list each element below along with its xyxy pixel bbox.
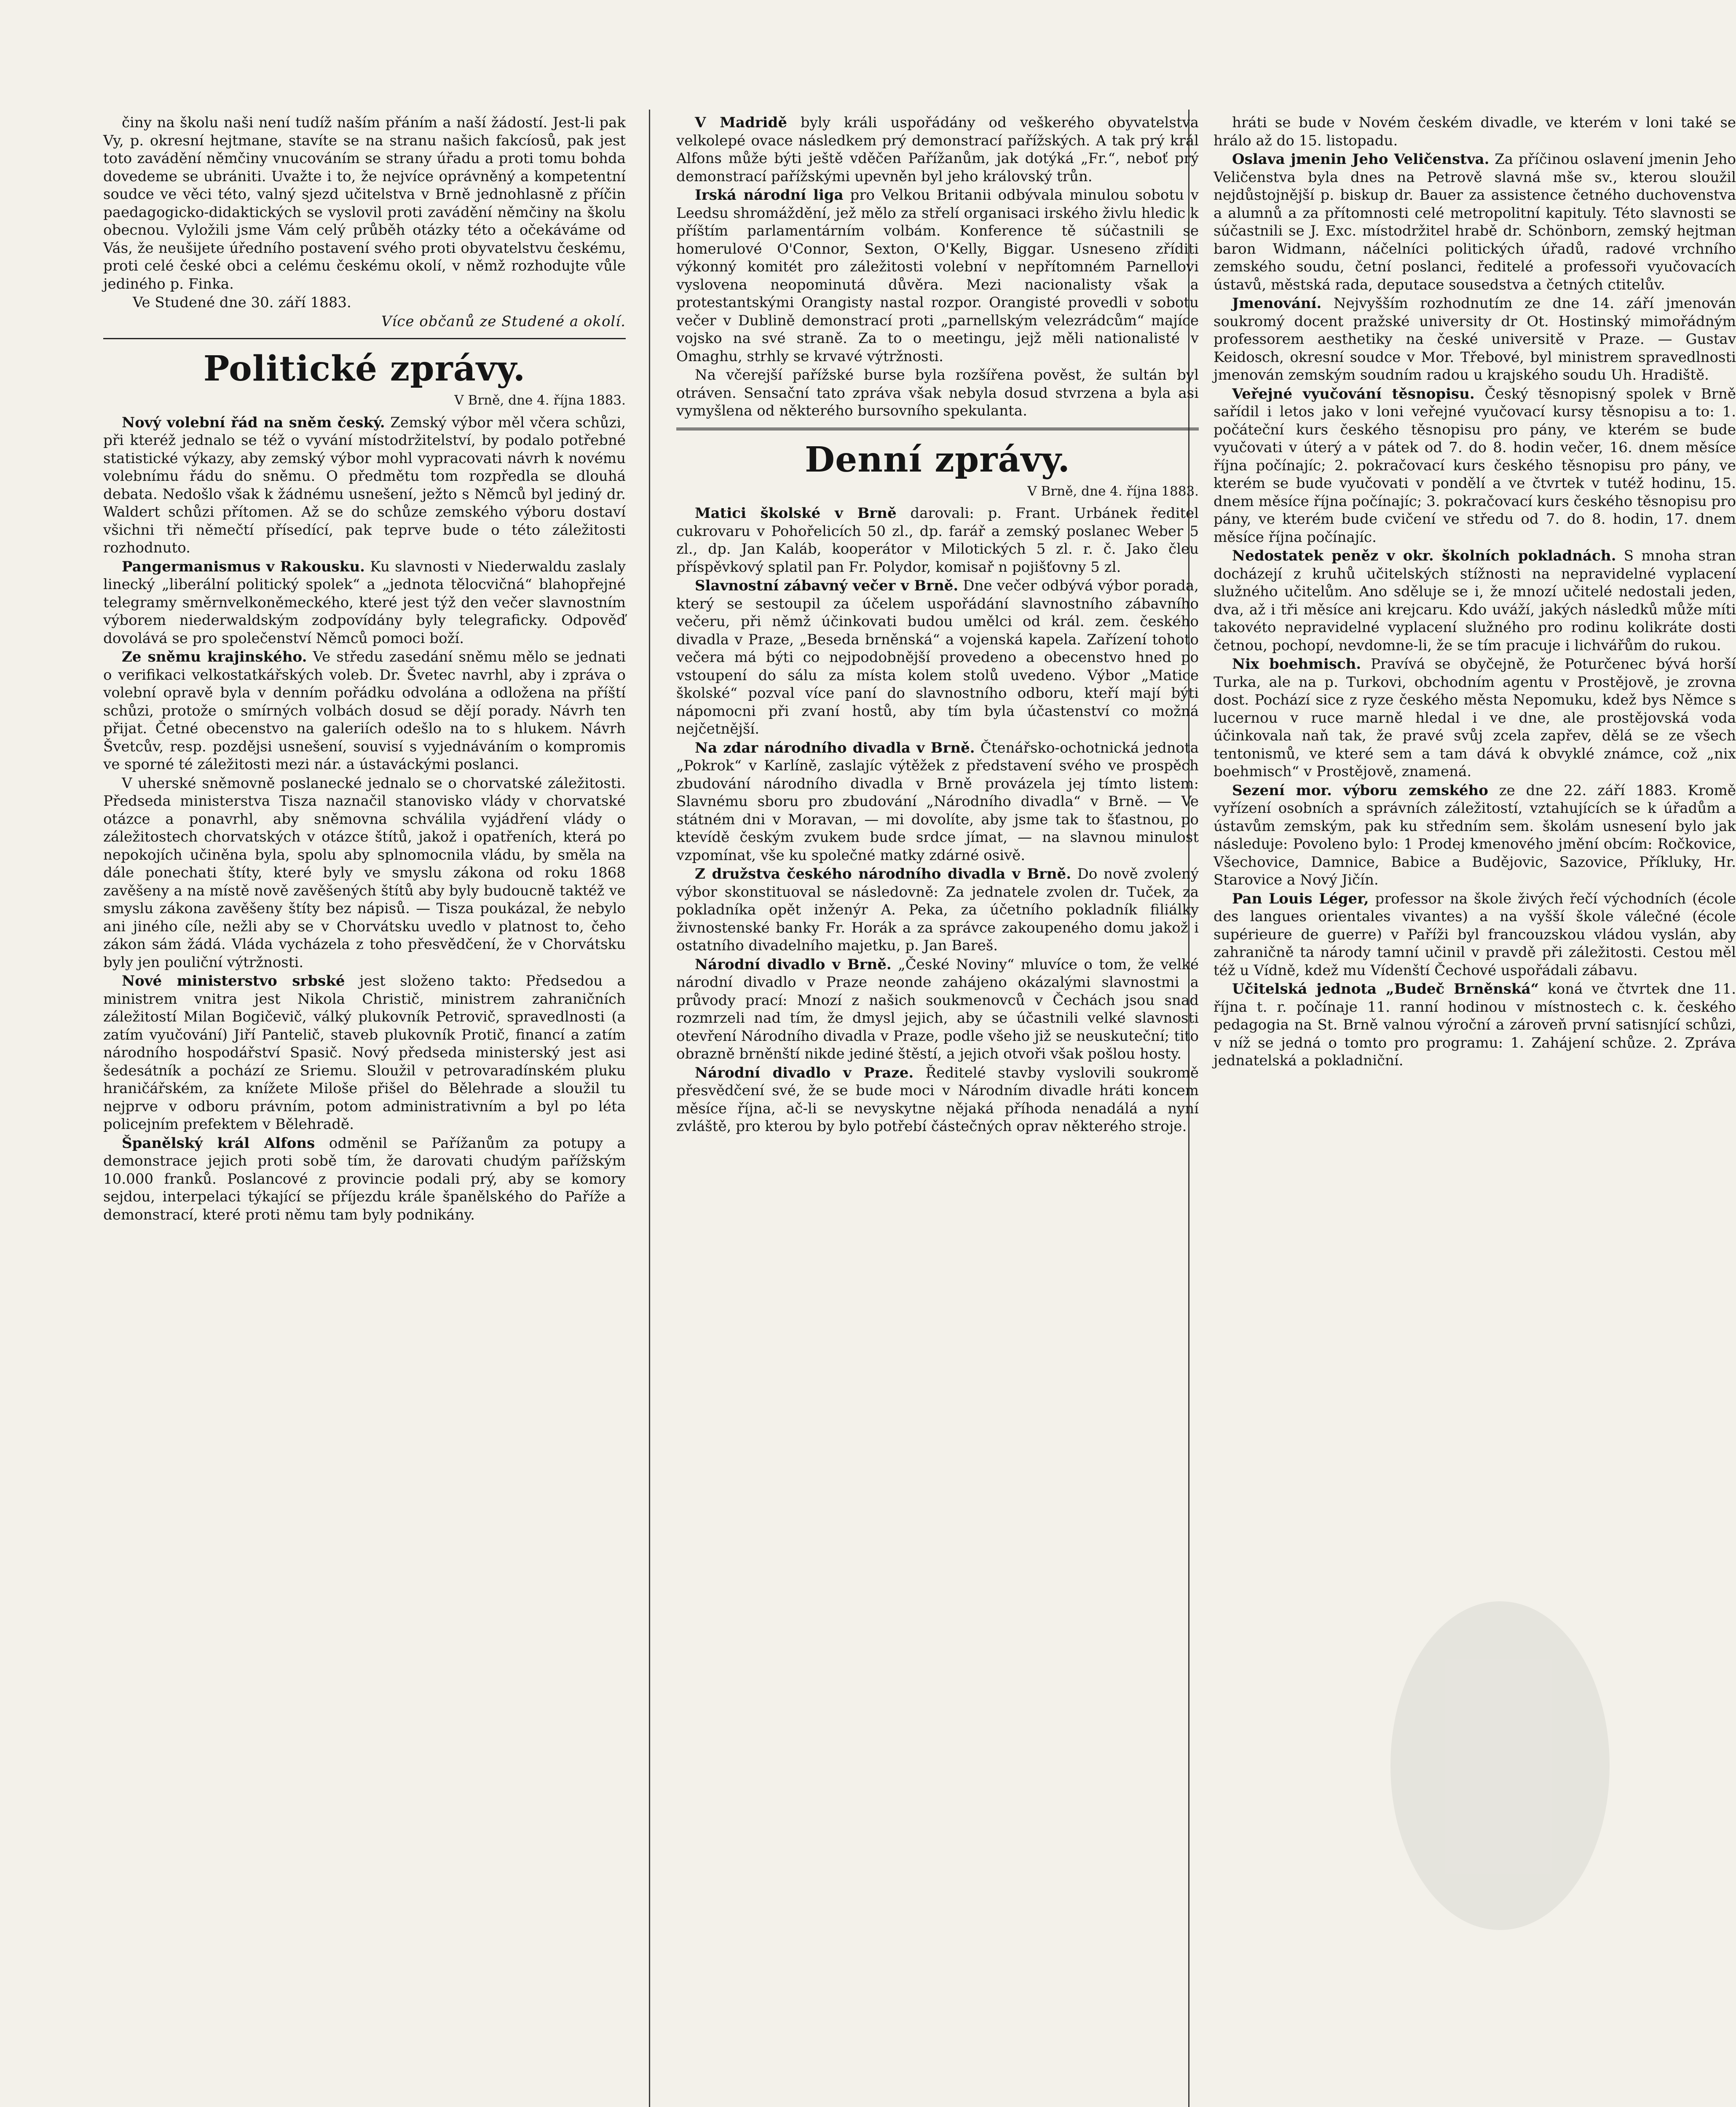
dateline: V Brně, dne 4. října 1883.	[454, 393, 626, 408]
article-title: V Madridě	[695, 114, 787, 131]
article-body: Čtenářsko-ochotnická jednota „Pokrok“ v Karlíně, zaslajíc výtěžek z představení svého ve prospěch zbudování národního divadla v Brně provázela jej tímto listem: Slavnému sboru pro zbudování „Národního divadla“ v Brně. — Ve státném dni v Moravan, — mi dovolíte, aby jsme tak to šťastnou, po ktevídě českým zvukem bude srdce jímat, — na slavnou minulost vzpomínat, vše ku společné matky zdárné osivě.	[676, 739, 1199, 864]
article-title: Pan Louis Léger,	[1232, 890, 1369, 907]
article-body: byly králi uspořádány od veškerého obyvatelstva velkolepé ovace následkem prý demonstrací pařížských. A tak prý král Alfons může býti ještě vděčen Pařížanům, jak dotýká „Fr.“, neboť prý demonstrací pařížskými upevněn byl jeho královský trůn.	[676, 114, 1199, 185]
divider	[103, 338, 626, 339]
news-article	[1214, 782, 1736, 889]
article-list	[1214, 150, 1736, 1070]
article-body: Ku slavnosti v Niederwaldu zaslaly linecký „liberální politický spolek“ a „jednota tělocvičná“ blahopřejné telegramy směrnvelkoněmeckého, které jest týž den večer slavnostním výborem niederwaldským zodpovídány byly telegraficky. Odpověď dovolává se pro společenství Němců pomoci boží.	[103, 558, 626, 647]
article-body: Za příčinou oslavení jmenin Jeho Veličenstva byla dnes na Petrově slavná mše sv., kterou sloužil nejdůstojnější p. biskup dr. Bauer za assistence četného duchovenstva a alumnů a za přítomnosti celé metropolitní kapituly. Této slavnosti se súčastnili se J. Exc. místodržitel hrabě dr. Schönborn, zemský hejtman baron Widmann, náčelníci politických úřadů, radové vrchního zemského soudu, četní poslanci, ředitelé a professoři vyučovacích ústavů, městská rada, deputace sousedstva a četných ctitelův.	[1214, 151, 1736, 293]
news-article	[103, 648, 626, 774]
article-title: Nix boehmisch.	[1232, 656, 1361, 673]
article-body: pro Velkou Britanii odbývala minulou sobotu v Leedsu shromáždění, jež mělo za střelí organisaci irského živlu hledic k příštím parlamentárním volbám. Konference tě súčastnili se homerulové O'Connor, Sexton, O'Kelly, Biggar. Usneseno zříditi výkonný komitét pro záležitosti volební v nepřítomném Parnellovi vyslovena neopominutá důvěra. Mezi nacionalisty však a protestantskými Orangisty nastal rozpor. Orangisté provedli v sobotu večer v Dublině demonstrací proti „parnellským velezrádcům“ majíce vojsko na své straně. Za to o meetingu, jejž měli nationalisté v Omaghu, strhly se krvavé výtržnosti.	[676, 187, 1199, 365]
article-title: Oslava jmenin Jeho Veličenstva.	[1232, 151, 1490, 168]
column-1	[103, 114, 626, 2107]
article-title: Nedostatek peněz v okr. školních pokladnách.	[1232, 547, 1616, 564]
article-title: Matici školské v Brně	[695, 505, 897, 522]
column-rule-1	[649, 110, 650, 2107]
article-body: Dne večer odbývá výbor porada, který se sestoupil za účelem uspořádání slavnostního zábavního večeru, při němž účinkovati budou umělci od král. zem. českého divadla v Praze, „Beseda brněnská“ a vojenská kapela. Zařízení tohoto večera má býti co nejpodobnější provedeno a obecenstvo hned po vstoupení do sálu za místa kolem stolů uvedeno. Výbor „Matice školské“ pozval více paní do slavnostního odboru, kteří mají býti nápomocni při zvaní hostů, aby tím byla účastenství co možná nejčetnější.	[676, 577, 1199, 737]
news-article	[676, 1064, 1199, 1136]
article-title: Veřejné vyučování těsnopisu.	[1232, 385, 1475, 402]
news-article	[676, 186, 1199, 365]
divider	[676, 428, 1199, 430]
article-body: Nejvyšším rozhodnutím ze dne 14. září jmenován soukromý docent pražské university dr Ot. Hostinský mimořádným professorem aesthetiky na české universitě v Praze. — Gustav Keidosch, okresní soudce v Mor. Třebové, byl ministrem spravedlnosti jmenován zemským soudním radou u krajského soudu Uh. Hradiště.	[1214, 295, 1736, 383]
article-body: jest složeno takto: Předsedou a ministrem vnitra jest Nikola Christič, ministrem zahraničních záležitostí Milan Bogičevič, válký plukovník Petrovič, spravedlnosti (a zatím vyučování) Jiří Pantelič, staveb plukovník Protič, financí a zatím národního hospodářství Spasič. Nový předseda ministerský jest asi šedesátník a pochází ze Sriemu. Sloužil v petrovaradínském pluku hraničářském, za knížete Miloše přišel do Bělehrade a sloužil tu nejprve v odboru právním, potom administrativním a byl po léta policejním prefektem v Bělehradě.	[103, 973, 626, 1133]
news-article	[676, 577, 1199, 738]
article-title: Národní divadlo v Praze.	[695, 1064, 914, 1081]
news-article	[1214, 890, 1736, 980]
article-body: Český těsnopisný spolek v Brně sařídil i letos jako v loni veřejné vyučovací kursy těsnopisu a to: 1. počáteční kurs českého těsnopisu pro pány, ve kterém se bude vyučovati v úterý a v pátek od 7. do 8. hodin večer, 16. dnem měsíce října počínajíc; 2. pokračovací kurs českého těsnopisu pro pány, ve kterém se bude vyučovati v pondělí a ve čtvrtek v tutéž hodinu, 15. dnem měsíce října počínajíc; 3. pokračovací kurs českého těsnopisu pro pány, ve kterém bude cvičení ve středu od 7. do 8. hodin, 17. dnem měsíce října počínajíc.	[1214, 385, 1736, 546]
news-article	[103, 1134, 626, 1224]
article-body: Pravívá se obyčejně, že Poturčenec bývá horší Turka, ale na p. Turkovi, obchodním agentu v Prostějově, je zrovna dost. Pochází sice z ryze českého města Nepomuku, kdež bys Němce s lucernou v ruce marně hledal i ve dne, ale prostějovská voda účinkovala naň tak, že pravé svůj zcela zapřev, dělá se ze všech tentonismů, ve které sem a tam dává k obvyklé známce, což „nix boehmisch“ v Prostějově, znamená.	[1214, 656, 1736, 780]
news-article	[1214, 980, 1736, 1070]
article-list	[676, 114, 1199, 420]
letter-date: Ve Studené dne 30. září 1883.	[133, 294, 351, 311]
news-article	[1214, 385, 1736, 547]
column-2	[676, 114, 1199, 2107]
article-body: darovali: p. Frant. Urbánek ředitel cukrovaru v Pohořelicích 50 zl., dp. farář a zemský poslanec Weber 5 zl., dp. Jan Kaláb, kooperátor v Milotických 5 zl. r. č. Jako čleu příspěvkový splatil pan Fr. Polydor, komisař n pojišťovny 5 zl.	[676, 505, 1199, 576]
news-article	[1214, 150, 1736, 294]
article-title: Na zdar národního divadla v Brně.	[695, 739, 975, 756]
article-title: Pangermanismus v Rakousku.	[122, 558, 365, 575]
article-body: Na včerejší pařížské burse byla rozšířena pověst, že sultán byl otráven. Sensační tato zpráva však nebyla dosud stvrzena a byla asi vymyšlena od některého bursovního spekulanta.	[676, 367, 1199, 419]
news-article	[103, 775, 626, 972]
news-article	[676, 504, 1199, 576]
continued-text: hráti se bude v Novém českém divadle, ve kterém v loni také se hrálo až do 15. listopadu.	[1214, 114, 1736, 149]
news-article	[1214, 547, 1736, 654]
news-article	[103, 558, 626, 648]
article-title: Irská národní liga	[695, 187, 844, 204]
section-heading-politics: Politické zprávy.	[203, 348, 526, 389]
news-article	[676, 865, 1199, 955]
article-title: Učitelská jednota „Budeč Brněnská“	[1232, 981, 1539, 997]
news-article	[1214, 655, 1736, 781]
news-article	[103, 414, 626, 557]
article-body: Ředitelé stavby vyslovili soukromě přesvědčení své, že se bude moci v Národním divadle hráti koncem měsíce října, ač-li se nevyskytne nějaká příhoda nenadálá a nyní zvláště, pro kterou by bylo potřebí částečných oprav některého stroje.	[676, 1064, 1199, 1135]
article-body: koná ve čtvrtek dne 11. října t. r. počínaje 11. ranní hodinou v místnostech c. k. českého pedagogia na St. Brně valnou výroční a zároveň první satisnjící schůzi, v níž se jedná o tomto pro programu: 1. Zahájení schůze. 2. Zpráva jednatelská a pokladniční.	[1214, 981, 1736, 1069]
article-title: Z družstva českého národního divadla v Brně.	[695, 866, 1072, 882]
news-article	[676, 114, 1199, 185]
letter-signature: Více občanů ze Studené a okolí.	[381, 313, 626, 330]
article-body: Do nově zvolený výbor skonstituoval se následovně: Za jednatele zvolen dr. Tuček, za pokladníka opět inženýr A. Peka, za účetního pokladník filiálky živnostenské banky Fr. Horák a za správce zakoupeného domu jakož i ostatního divadelního majetku, p. Jan Bareš.	[676, 866, 1199, 954]
article-title: Španělský král Alfons	[122, 1134, 315, 1152]
article-body: V uherské sněmovně poslanecké jednalo se o chorvatské záležitosti. Předseda ministerstva Tisza naznačil stanovisko vlády v chorvatské otázce a ponavrhl, aby sněmovna schválila vyjádření vlády o záležitostech chorvatských v otázce štítů, jakož i opatřeních, která po nepokojích učiněna byla, spolu aby splnomocnila vládu, by směla na dále ponechati štíty, které byly ve smyslu zákona od roku 1868 zavěšeny a na místě nově zavěšených štítů aby byly budoucně taktéž ve smyslu zákona zavěšeny štíty bez nápisů. — Tisza poukázal, že nebylo ani jiného cíle, nežli aby se v Chorvátsku uvedlo v platnost to, čeho zákon sám žádá. Vláda vycházela z toho přesvědčení, že v Chorvátsku byly jen pouliční výtržnosti.	[103, 775, 626, 971]
article-list	[676, 504, 1199, 1136]
article-title: Národní divadlo v Brně.	[695, 956, 892, 973]
news-article	[676, 739, 1199, 865]
news-article	[1214, 295, 1736, 384]
news-article	[103, 972, 626, 1134]
article-body: „České Noviny“ mluvíce o tom, že velké národní divadlo v Praze neonde zahájeno okázalými slavnostmi a průvody prací: Mnozí z našich soukmenovců v Čechách jsou snad rozmrzeli nad tím, že dmysl jejich, aby se účastnili velké slavnosti otevření Národního divadla v Praze, podle všeho již se neuskuteční; tito obrazně brněnští nikde jediné štěstí, a jejich otvoři však pošlou hosty.	[676, 956, 1199, 1062]
article-title: Ze sněmu krajinského.	[122, 649, 307, 665]
article-body: Ve středu zasedání sněmu mělo se jednati o verifikaci velkostatkářských voleb. Dr. Švetec navrhl, aby i zpráva o volební opravě byla v denním pořádku odvolána a odložena na příští schůzi, protože o smírných volbách dosud se dějí porady. Návrh ten přijat. Četné obecenstvo na galeriích odešlo na to s hlukem. Návrh Švetcův, resp. pozdějsi usnešení, souvisí s vyjednáváním o kompromis ve sporné té záležitosti mezi nár. a ústaváckými poslanci.	[103, 649, 626, 773]
article-title: Slavnostní zábavný večer v Brně.	[695, 577, 959, 594]
article-title: Nový volební řád na sněm český.	[122, 414, 385, 431]
article-title: Sezení mor. výboru zemského	[1232, 782, 1488, 799]
article-body: S mnoha stran docházejí z kruhů učitelských stížnosti na nepravidelné vyplacení služného učitelům. Ano sděluje se i, že mnozí učitelé nedostali jeden, dva, až i tři měsíce ani krejcaru. Kdo uváží, jakých následků může míti takovéto nepravidelné vyplacení služného pro rodinu kolikráte dosti četnou, pochopí, nevdomne-li, že se tím pracuje i lichvářům do rukou.	[1214, 547, 1736, 654]
section-heading-daily: Denní zprávy.	[805, 439, 1070, 480]
article-body: professor na škole živých řečí východních (école des langues orientales vivantes) a na vyšší škole válečné (école supérieure de guerre) v Paříži byl francouzskou vládou vyslán, aby zahraničně ta národy tamní učinil v pravdě při záležitosti. Cestou měl též u Vídně, kdež mu Vídenští Čechové uspořádali zábavu.	[1214, 890, 1736, 979]
dateline: V Brně, dne 4. října 1883.	[1027, 483, 1199, 499]
article-body: Zemský výbor měl včera schůzi, při kteréž jednalo se též o vyvání místodržitelství, by podalo potřebné statistické výkazy, aby zemský výbor mohl vypracovati návrh k novému volebnímu řádu do sněmu. O předmětu tom rozpředla se dlouhá debata. Nedošlo však k žádnému usnešení, ježto s Němců byl jediný dr. Waldert schůzi přítomen. Až se do schůze zemského výboru dostaví všichni tři němečtí přísedící, pak teprve bude o této záležitosti rozhodnuto.	[103, 414, 626, 556]
article-body: odměnil se Pařížanům za potupy a demonstrace jejich proti sobě tím, že darovati chudým pařížským 10.000 franků. Poslancové z provincie podali prý, aby se komory sejdou, interpelaci týkající se příjezdu krále španělského do Paříže a demonstrací, které proti němu tam byly podnikány.	[103, 1134, 626, 1223]
column-3	[1214, 114, 1736, 2107]
article-title: Jmenování.	[1232, 295, 1322, 312]
news-article	[676, 956, 1199, 1063]
article-list	[103, 414, 626, 1224]
letter-intro: činy na školu naši není tudíž naším přáním a naší žádostí. Jest-li pak Vy, p. okresní hejtmane, stavíte se na stranu našich fakcíosů, pak jest toto zavádění němčiny vnucováním se strany úřadu a proti tomu bohda dovedeme se ubrániti. Uvažte i to, že nejvíce oprávněný a kompetentní soudce ve věci této, valný sjezd učitelstva v Brně jednohlasně z příčin paedagogicko-didaktických se vyslovil proti zavádění němčiny na školu obecnou. Vyložili jsme Vám celý průběh otázky této a očekáváme od Vás, že neušijete úředního postavení svého proti obyvatelstvu českému, proti celé české obci a celému českému okolí, v němž rozhodujte vůle jediného p. Finka.	[103, 114, 626, 292]
article-title: Nové ministerstvo srbské	[122, 973, 345, 989]
news-article	[676, 366, 1199, 420]
article-body: ze dne 22. září 1883. Kromě vyřízení osobních a správních záležitostí, vztahujících se k úřadům a ústavům zemským, pak ku středním sem. školám usnesení bylo jak následuje: Povoleno bylo: 1 Prodej kmenového jmění obcím: Ročkovice, Všechovice, Damnice, Babice a Budějovic, Sazovice, Příkluky, Hr. Starovice a Nový Jičín.	[1214, 782, 1736, 888]
